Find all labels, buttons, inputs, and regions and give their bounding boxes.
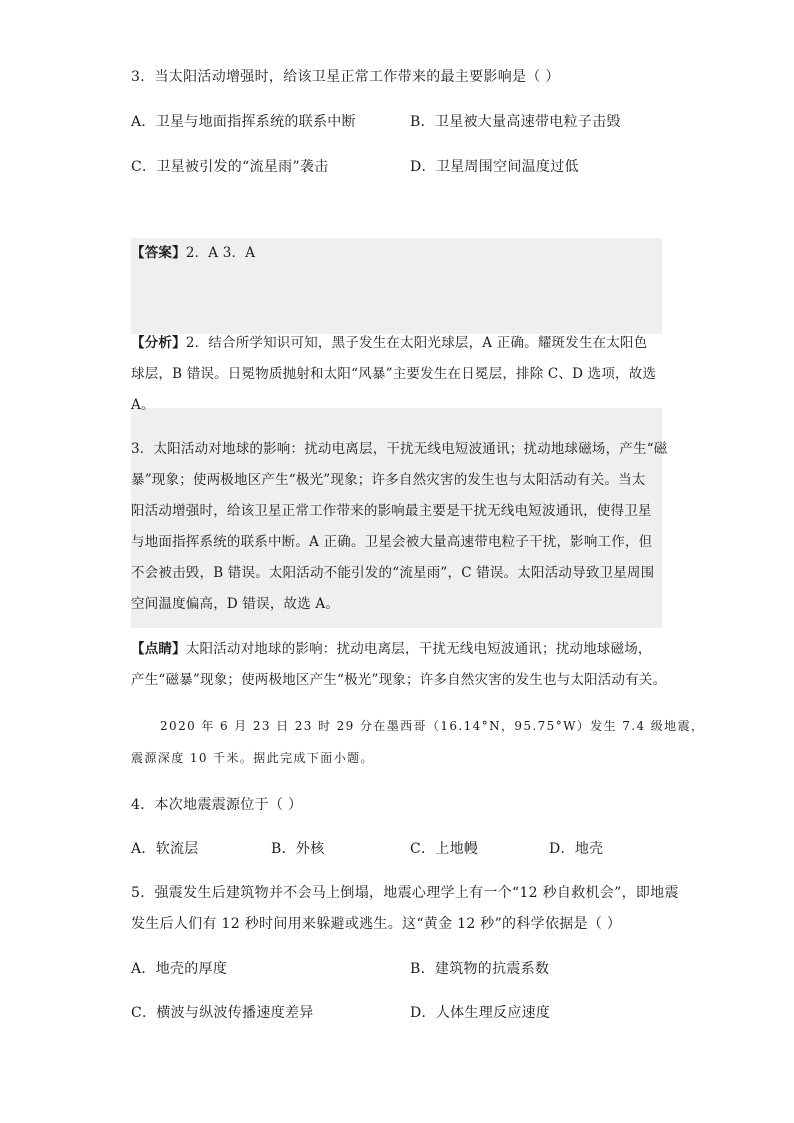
analysis-p2-line-1: 2．结合所学知识可知，黑子发生在太阳光球层，A 正确。耀斑发生在太阳色	[185, 335, 648, 351]
q4-option-c: C．上地幔	[410, 841, 479, 857]
dianjing-label: 【点睛】	[131, 641, 186, 657]
answer-block	[131, 238, 255, 269]
answer-text: 2．A 3．A	[185, 245, 256, 261]
analysis-p3-line-2: 暴”现象；使两极地区产生“极光”现象；许多自然灾害的发生也与太阳活动有关。当太	[131, 472, 646, 488]
analysis-p3-line-3: 阳活动增强时，给该卫星正常工作带来的影响最主要是干扰无线电短波通讯，使得卫星	[131, 503, 652, 519]
q3-option-c: C．卫星被引发的“流星雨”袭击	[131, 159, 329, 175]
analysis-paragraph-2	[131, 328, 662, 421]
analysis-p2-line-3: A。	[131, 397, 155, 413]
q5-stem-line-1: 5．强震发生后建筑物并不会马上倒塌，地震心理学上有一个“12 秒自救机会”，即地震	[131, 885, 679, 901]
q3-option-a: A．卫星与地面指挥系统的联系中断	[131, 114, 356, 130]
answer-label: 【答案】	[131, 245, 186, 261]
analysis-p3-line-4: 与地面指挥系统的联系中断。A 正确。卫星会被大量高速带电粒子干扰，影响工作，但	[131, 534, 653, 550]
analysis-p3-line-1: 3．太阳活动对地球的影响：扰动电离层，干扰无线电短波通讯；扰动地球磁场，产生“磁	[131, 441, 668, 457]
q4-stem: 4．本次地震震源位于（ ）	[131, 797, 303, 813]
dianjing-block	[131, 634, 667, 696]
q4-option-a: A．软流层	[131, 841, 199, 857]
q5-option-b: B．建筑物的抗震系数	[410, 961, 550, 977]
q5-stem-line-2: 发生后人们有 12 秒时间用来躲避或逃生。这“黄金 12 秒”的科学依据是（ ）	[131, 916, 622, 932]
analysis-p3-line-5: 不会被击毁，B 错误。太阳活动不能引发的“流星雨”，C 错误。太阳活动导致卫星周围	[131, 565, 655, 581]
intro-line-1: 2020 年 6 月 23 日 23 时 29 分在墨西哥（16.14°N，95.75°W）发生 7.4 级地震，	[160, 719, 705, 733]
dianjing-line-1: 太阳活动对地球的影响：扰动电离层，干扰无线电短波通讯；扰动地球磁场，	[185, 641, 652, 657]
analysis-label: 【分析】	[131, 335, 186, 351]
analysis-p2-line-2: 球层，B 错误。日冕物质抛射和太阳“风暴”主要发生在日冕层，排除 C、D 选项，故选	[131, 366, 657, 382]
q5-option-c: C．横波与纵波传播速度差异	[131, 1005, 314, 1021]
q3-stem: 3．当太阳活动增强时，给该卫星正常工作带来的最主要影响是（ ）	[131, 69, 560, 85]
q5-option-d: D．人体生理反应速度	[410, 1005, 551, 1021]
q3-option-d: D．卫星周围空间温度过低	[410, 159, 579, 175]
analysis-paragraph-3	[131, 434, 668, 620]
intro-line-2: 震源深度 10 千米。据此完成下面小题。	[131, 751, 374, 765]
analysis-p3-line-6: 空间温度偏高，D 错误，故选 A。	[131, 596, 340, 612]
dianjing-line-2: 产生“磁暴”现象；使两极地区产生“极光”现象；许多自然灾害的发生也与太阳活动有关。	[131, 672, 667, 688]
q4-option-d: D．地壳	[549, 841, 604, 857]
q3-option-b: B．卫星被大量高速带电粒子击毁	[410, 114, 621, 130]
q5-option-a: A．地壳的厚度	[131, 961, 228, 977]
q4-option-b: B．外核	[271, 841, 325, 857]
